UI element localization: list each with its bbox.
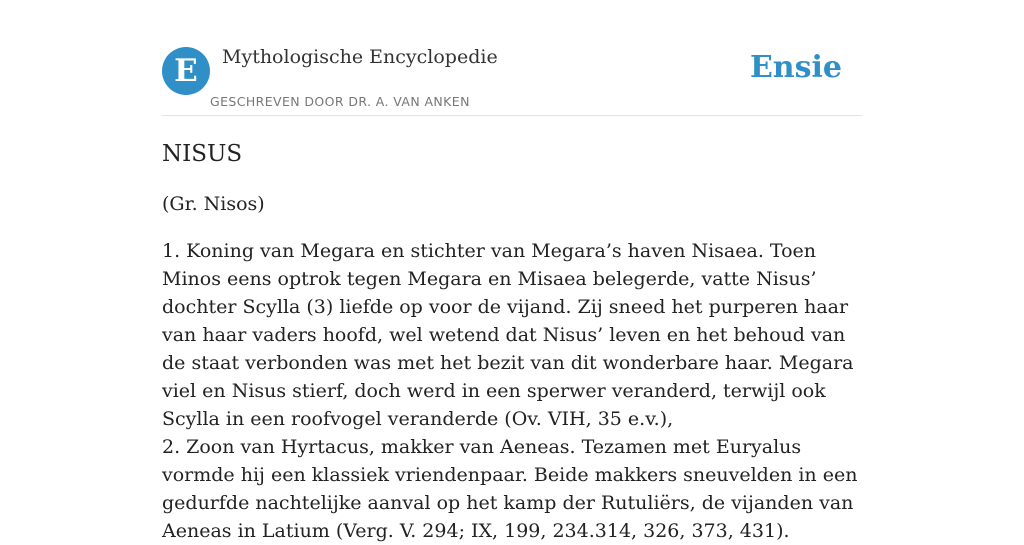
- header-divider: [162, 115, 862, 116]
- page-header: [162, 46, 862, 116]
- entry-title: NISUS: [162, 141, 243, 167]
- publication-title-link[interactable]: Mythologische Encyclopedie: [222, 46, 498, 68]
- encyclopedia-logo[interactable]: E: [162, 47, 210, 95]
- author-byline: GESCHREVEN DOOR DR. A. VAN ANKEN: [210, 94, 470, 109]
- entry-body: 1. Koning van Megara en stichter van Megara’s haven Nisaea. Toen Minos eens optrok tegen Megara en Misaea belegerde, vatte Nisus’ dochter Scylla (3) liefde op voor de vijand. Zij sneed het purperen haar van haar vaders hoofd, wel wetend dat Nisus’ leven en het behoud van de staat verbonden was met het bezit van dit wonderbare haar. Megara viel en Nisus stierf, doch werd in een sperwer veranderd, terwijl ook Scylla in een roofvogel veranderde (Ov. VIH, 35 e.v.), 2. Zoon van Hyrtacus, makker van Aeneas. Tezamen met Euryalus vormde hij een klassiek vriendenpaar. Beide makkers sneuvelden in een gedurfde nachtelijke aanval op het kamp der Rutuliërs, de vijanden van Aeneas in Latium (Verg. V. 294; IX, 199, 234.314, 326, 373, 431).: [162, 240, 858, 542]
- entry-subtitle: (Gr. Nisos): [162, 193, 265, 215]
- ensie-brand-logo[interactable]: Ensie: [749, 50, 842, 85]
- entry-content: [162, 138, 862, 545]
